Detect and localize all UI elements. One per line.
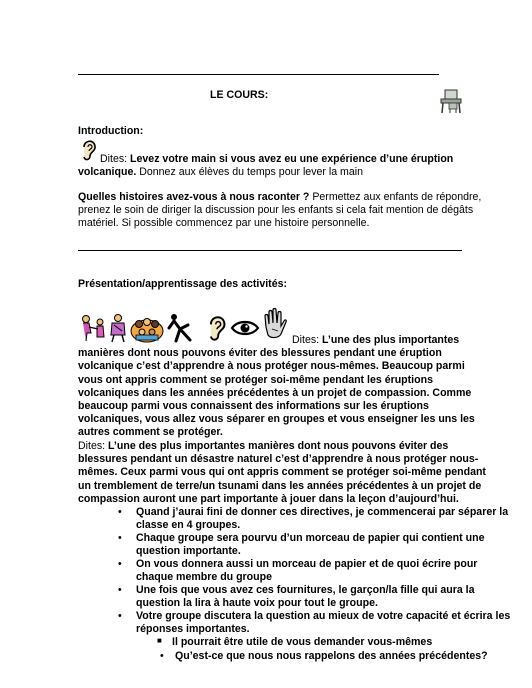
presentation-line: beaucoup parmi vous connaissent des informations sur les éruptions bbox=[78, 400, 429, 413]
second-line1: L’une des plus importantes manières dont nous pouvons éviter des bbox=[108, 440, 449, 452]
intro-dites-label: Dites: bbox=[100, 153, 128, 165]
presentation-line: volcaniques dans les années précédentes à un projet de compassion. Comme bbox=[78, 386, 472, 399]
document-page: LE COURS: Introduction: Dites: Levez votre main si vous avez eu une expérience d’une éruption volcanique. Donnez aux élèves du temps pour lever la main Quelles histoires avez-vous à nous raconter ? Permettez aux enfants de répondre, prenez le soin de diriger la discussion pour les enfants si cela fait mention de dégâts matériel. Si possible commencez par une histoire personnelle. Présentation/apprentissage des activités: Dites: L’une des plus importantes manières dont nous pouvons éviter des blessures pendant une éruption volcanique c’est d’apprendre à nous protéger nous-mêmes. Beaucoup parmi vous ont appris comment se protéger soi-même pendant les éruptions volcaniques dans les années précédentes à un projet de compassion. Comme beaucoup parmi vous connaissent des informations sur les éruptions volcaniques, vous allez vous séparer en groupes et vous enseigner les uns les autres comment se protéger. Dites: L’une des plus importantes manières dont nous pouvons éviter des blessures pendant un désastre naturel c’est d’apprendre à nous protéger nous- mêmes. Ceux parmi vous qui ont appris comment se protéger soi-même pendant un tremblement de terre/un tsunami dans les années précédentes à un projet de compassion auront une part importante à jouer dans la leçon d’aujourd’hui. • Quand j’aurai fini de donner ces directives, je commencerai par séparer la classe en 4 groupes. • Chaque groupe sera pourvu d’un morceau de papier qui contient une question importante. • On vous donnera aussi un morceau de papier et de quoi écrire pour chaque membre du groupe • Une fois que vous avez ces fournitures, le garçon/la fille qui aura la question la lira à haute voix pour tout le groupe. • Votre groupe discutera la question au mieux de votre capacité et écrira les réponses importantes. ■ Il pourrait être utile de vous demander vous-mêmes • Qu’est-ce que nous nous rappelons des années précédentes? bbox=[0, 0, 532, 688]
intro-question-normal: Permettez aux enfants de répondre, bbox=[312, 191, 482, 203]
presentation-dites-label: Dites: bbox=[292, 334, 320, 346]
second-line: un tremblement de terre/un tsunami dans les années précédentes à un projet de bbox=[78, 479, 482, 492]
presentation-line: volcanique c’est d’apprendre à nous protéger nous-mêmes. Beaucoup parmi bbox=[78, 360, 465, 373]
intro-bold-line2: volcanique. bbox=[78, 166, 137, 179]
second-paragraph bbox=[78, 440, 498, 506]
intro-heading: Introduction: bbox=[78, 125, 144, 137]
second-line: mêmes. Ceux parmi vous qui ont appris comment se protéger soi-même pendant bbox=[78, 466, 486, 479]
intro-question-paragraph bbox=[78, 191, 508, 231]
presentation-line1: L’une des plus importantes bbox=[322, 334, 460, 346]
presentation-paragraph bbox=[78, 334, 498, 440]
presentation-line: volcaniques, vous allez vous séparer en groupes et vous enseigner les uns les bbox=[78, 413, 475, 426]
intro-question-line2: prenez le soin de diriger la discussion pour les enfants si cela fait mention de dégâts bbox=[78, 204, 474, 217]
second-line: compassion auront une part importante à jouer dans la leçon d’aujourd’hui. bbox=[78, 492, 459, 505]
intro-question-bold: Quelles histoires avez-vous à nous raconter ? bbox=[78, 191, 310, 203]
top-rule bbox=[78, 74, 439, 75]
presentation-line: vous ont appris comment se protéger soi-même pendant les éruptions bbox=[78, 373, 433, 386]
presentation-line: autres comment se protéger. bbox=[78, 426, 223, 439]
desk-icon bbox=[437, 87, 465, 115]
presentation-heading: Présentation/apprentissage des activités: bbox=[78, 278, 288, 290]
intro-question-line3: matériel. Si possible commencez par une histoire personnelle. bbox=[78, 217, 370, 230]
intro-paragraph bbox=[78, 153, 478, 179]
second-line: blessures pendant un désastre naturel c’est d’apprendre à nous protéger nous- bbox=[78, 453, 479, 466]
middle-rule bbox=[78, 250, 462, 251]
intro-bold-line1: Levez votre main si vous avez eu une expérience d’une éruption bbox=[130, 153, 454, 165]
presentation-line: manières dont nous pouvons éviter des blessures pendant une éruption bbox=[78, 347, 442, 360]
intro-normal-line2: Donnez aux élèves du temps pour lever la main bbox=[139, 166, 364, 179]
page-title: LE COURS: bbox=[210, 89, 269, 101]
second-dites-label: Dites: bbox=[78, 440, 106, 452]
